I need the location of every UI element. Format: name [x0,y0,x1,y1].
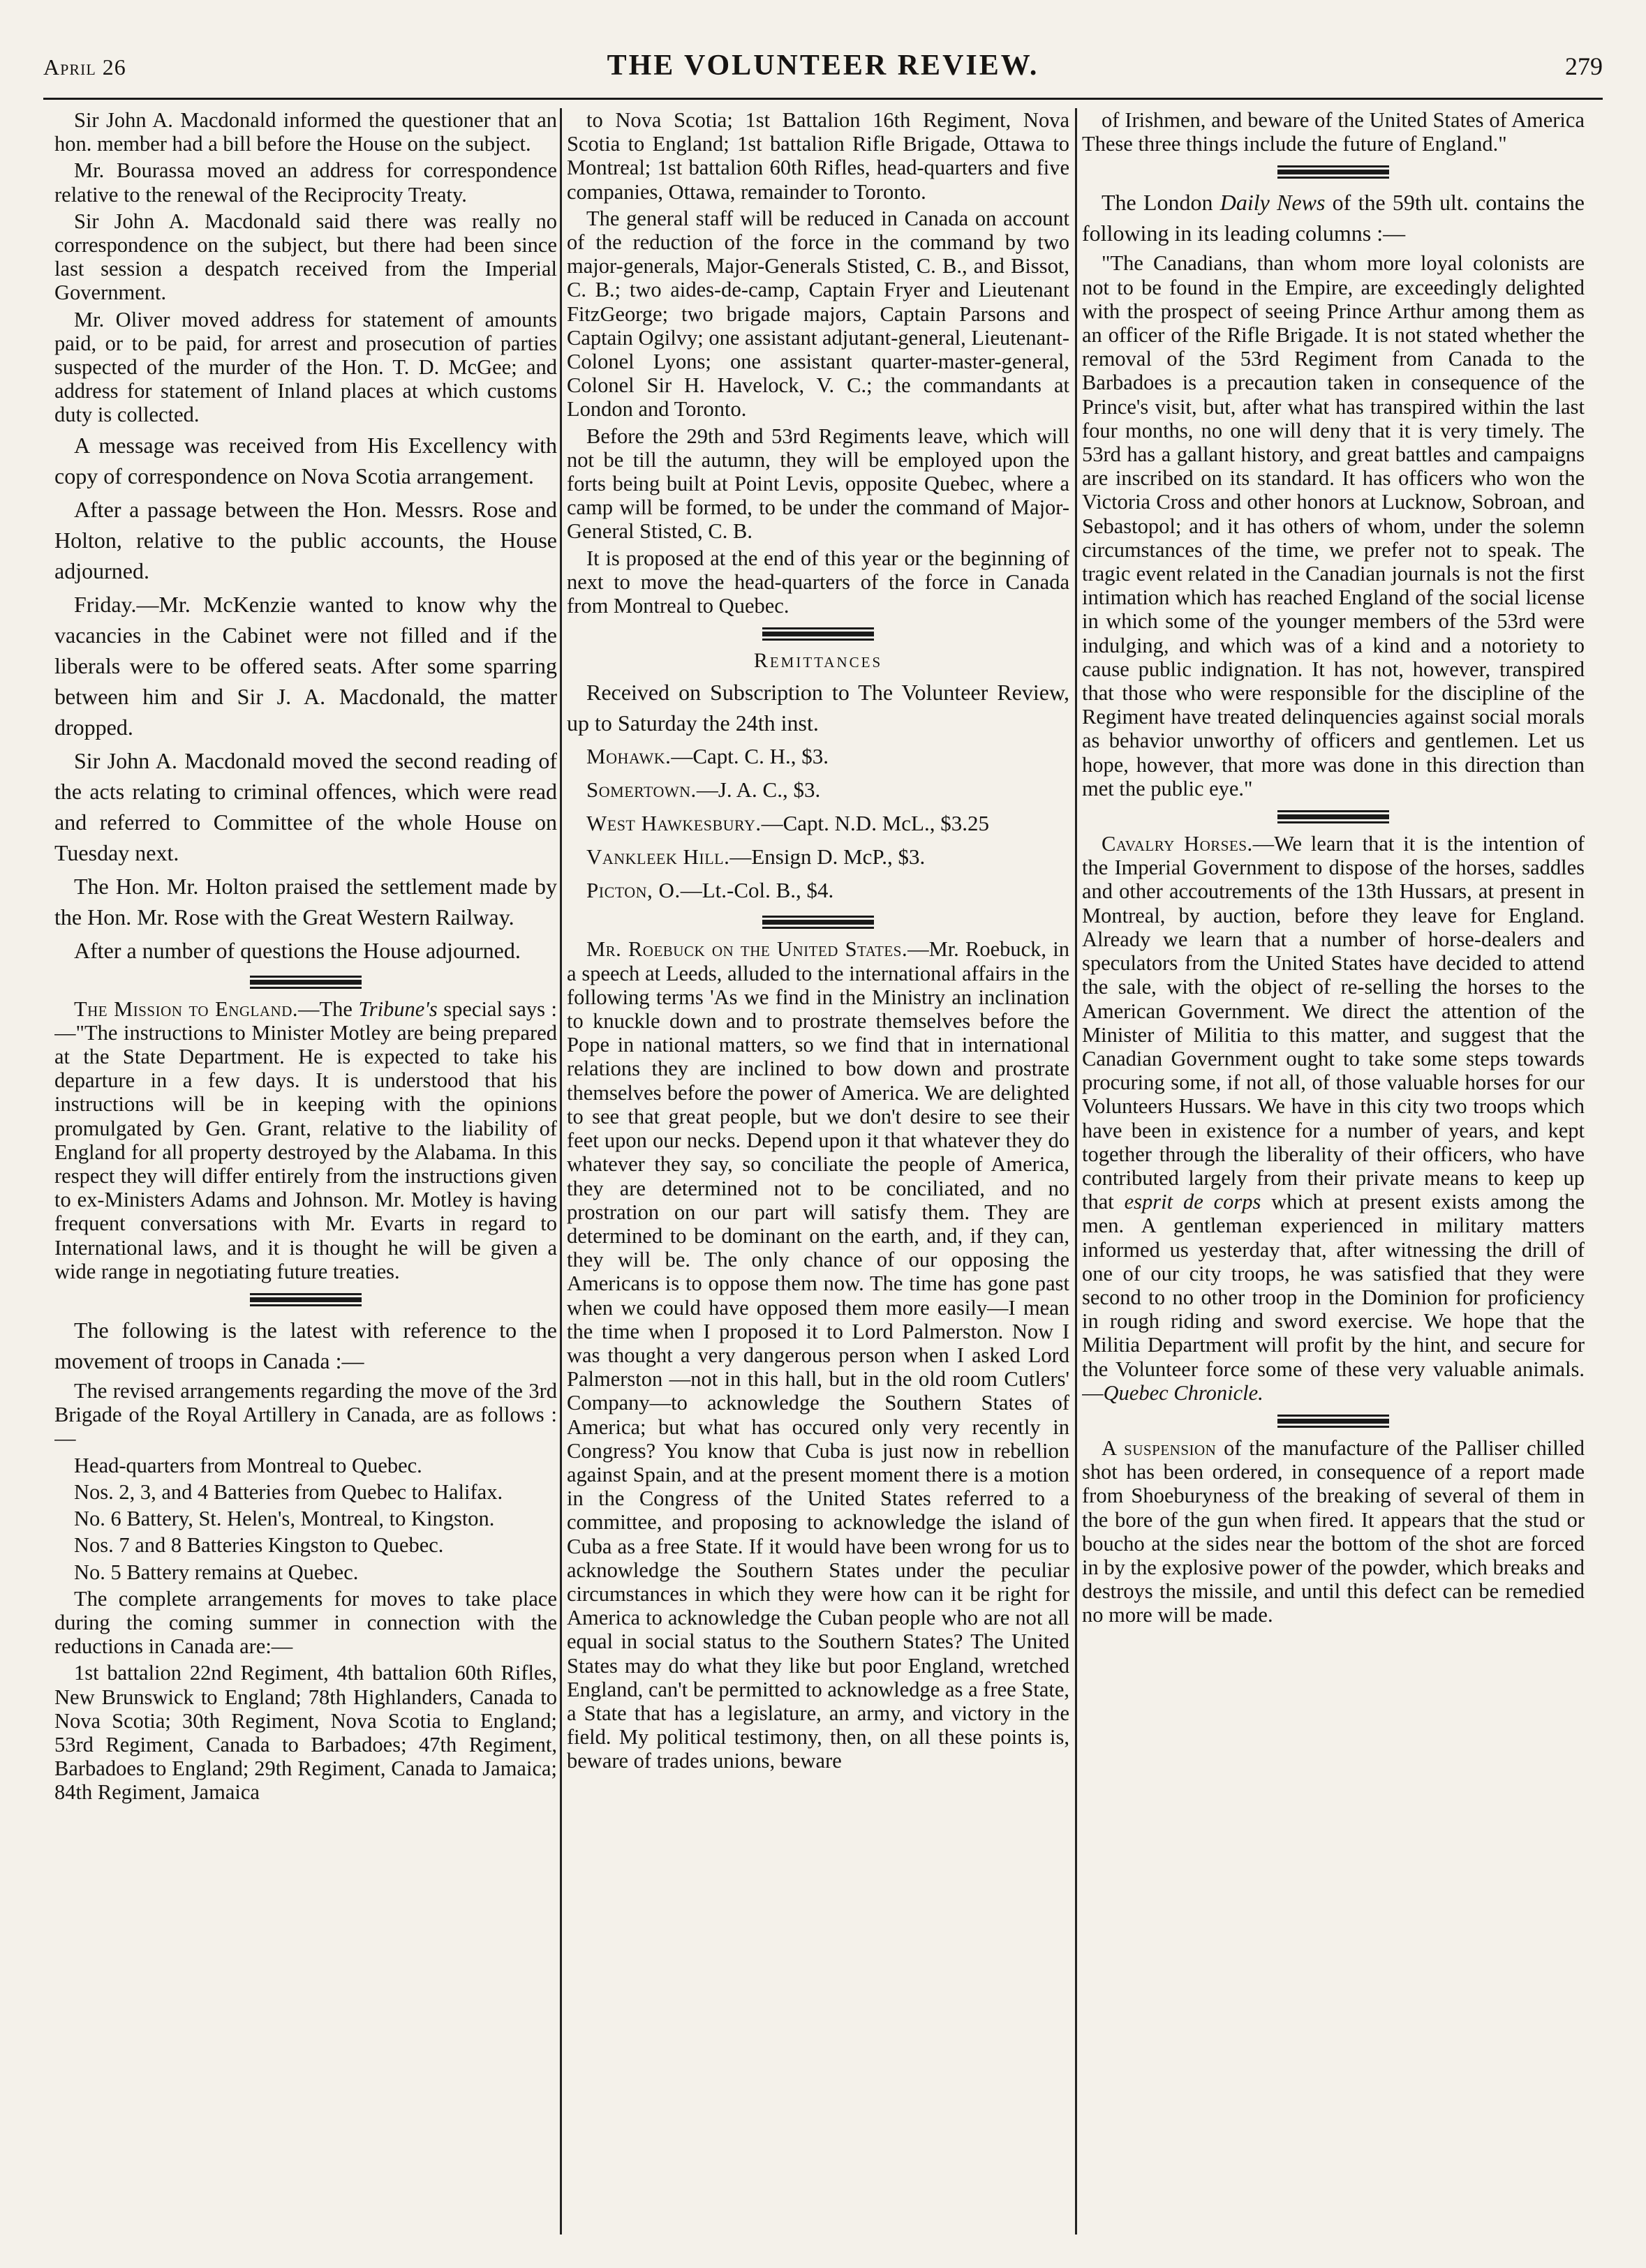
remittances-heading: Remittances [753,649,883,673]
paragraph: The London Daily News of the 59th ult. contains the following in its leading columns :— [1082,190,1585,246]
article-heading: The Mission to England. [74,997,298,1021]
paragraph: After a number of questions the House adjourned. [74,937,521,963]
column-2 [567,108,1069,2240]
section-separator [1277,165,1389,179]
article-heading: Cavalry Horses. [1102,832,1253,856]
remittance-entry: Somertown.—J. A. C., $3. [586,777,821,803]
paragraph: No. 5 Battery remains at Quebec. [74,1560,359,1584]
column-3 [1082,108,1585,2240]
paragraph: The following is the latest with reference to the movement of troops in Canada :— [54,1318,557,1374]
article-roebuck: Mr. Roebuck on the United States.—Mr. Roebuck, in a speech at Leeds, alluded to the international affairs in the following terms 'As we find in the Ministry an inclination to knuckle down and to prostrate themselves before the Pope in national matters, so we find that in international relations they are inclined to bow down and prostrate themselves before the power of America. We are delighted to see that great people, but we don't desire to see their feet upon our necks. Depend upon it that whatever they do whatever they say, so conciliate the people of America, they are determined not to be conciliated, and no prostration on our part will satisfy them. They are determined to be dominant on the earth, and, if they can, they will be. The only chance of our opposing the Americans is to oppose them now. The time has gone past when we could have opposed them more easily—I mean the time when I proposed it to Lord Palmerston. Now I was thought a very dangerous person when I asked Lord Palmerston —not in this hall, but in the old room Cutlers' Company—to acknowledge the Southern States of America; but what has occured only very recently in Congress? You know that Cuba is just now in rebellion against Spain, and at the present moment there is a motion in the Congress of the United States referred to a committee, and proposing to acknowledge the island of Cuba as a free State. If it would have been wrong for us to acknowledge the Southern States under the peculiar circumstances in which they were how can it be right for America to acknowledge the Cuban people who are not all equal in social status to the Southern States? The United States may do what they like but poor England, wretched England, can't be permitted to acknowledge as a free State, a State that has a legislature, an army, and victory in the field. My political testimony, then, on all these points is, beware of trades unions, beware [567,937,1069,1773]
paragraph: Sir John A. Macdonald said there was really no correspondence on the subject, but there had been since last session a despatch received from the Imperial Government. [54,209,557,305]
section-separator [1277,810,1389,823]
paragraph: Nos. 7 and 8 Batteries Kingston to Quebec. [74,1533,444,1558]
page-number: 279 [1565,52,1603,80]
paragraph: 1st battalion 22nd Regiment, 4th battalion 60th Rifles, New Brunswick to England; 78th Highlanders, Canada to Nova Scotia; 30th Regiment, Nova Scotia to England; 53rd Regiment, Canada to Barbadoes; 47th Regiment, Barbadoes to England; 29th Regiment, Canada to Jamaica; 84th Regiment, Jamaica [54,1661,557,1805]
remittance-entry: Vankleek Hill.—Ensign D. McP., $3. [586,844,926,870]
section-separator [762,916,874,929]
paragraph: After a passage between the Hon. Messrs. Rose and Holton, relative to the public accounts, the House adjourned. [54,496,557,583]
masthead-title: THE VOLUNTEER REVIEW. [607,50,1039,82]
article-heading: Mr. Roebuck on the United States. [586,937,908,962]
article-mission-to-england: The Mission to England.—The Tribune's special says :—"The instructions to Minister Motley are being prepared at the State Department. He is expected to take his departure in a few days. It is understood that his instructions will be in keeping with the opinions promulgated by Gen. Grant, relative to the liability of England for all property destroyed by the Alabama. In this respect they will differ entirely from the instructions given to ex-Ministers Adams and Johnson. Mr. Motley is having frequent conversations with Mr. Evarts in regard to International laws, and it is thought he will be given a wide range in negotiating future treaties. [54,997,557,1283]
paragraph: The general staff will be reduced in Canada on account of the reduction of the force in the command by two major-generals, Major-Generals Stisted, C. B., and Bissot, C. B.; two aides-de-camp, Captain Fryer and Lieutenant FitzGeorge; two brigade majors, Captain Parsons and Captain Ogilvy; one assistant adjutant-general, Lieutenant-Colonel Lyons; one assistant quarter-master-general, Colonel Sir H. Havelock, V. C.; the commandants at London and Toronto. [567,206,1069,421]
issue-date: April 26 [43,54,126,80]
paragraph: Sir John A. Macdonald informed the questioner that an hon. member had a bill before the House on the subject. [54,108,557,156]
article-palliser-shot: A suspension of the manufacture of the Palliser chilled shot has been ordered, in consequence of a report made from Shoeburyness of the breaking of several of them in the bore of the gun when fired. It appears that the stud or boucho at the sides near the bottom of the shot are forced in by the explosive power of the powder, which breaks and destroys the missile, and until this defect can be remedied no more will be made. [1082,1435,1585,1627]
remittance-entry: Picton, O.—Lt.-Col. B., $4. [586,878,834,903]
section-separator [250,976,362,989]
paragraph: The Hon. Mr. Holton praised the settlement made by the Hon. Mr. Rose with the Great Western Railway. [54,873,557,930]
paragraph: Sir John A. Macdonald moved the second reading of the acts relating to criminal offences, which were read and referred to Committee of the whole House on Tuesday next. [54,747,557,865]
header-rule [43,98,1603,100]
remittances-intro: Received on Subscription to The Volunteer Review, up to Saturday the 24th inst. [567,680,1069,736]
section-separator [250,1293,362,1306]
paragraph: of Irishmen, and beware of the United States of America These three things include the future of England." [1082,108,1585,156]
section-separator [762,627,874,641]
article-heading: A suspension [1102,1435,1217,1460]
paragraph: The complete arrangements for moves to take place during the coming summer in connection with the reductions in Canada are:— [54,1586,557,1659]
paragraph: No. 6 Battery, St. Helen's, Montreal, to Kingston. [74,1507,495,1531]
paragraph: Nos. 2, 3, and 4 Batteries from Quebec to Halifax. [74,1479,503,1504]
page-header [43,49,1603,91]
remittance-entry: West Hawkesbury.—Capt. N.D. McL., $3.25 [586,811,989,836]
paragraph: The revised arrangements regarding the move of the 3rd Brigade of the Royal Artillery in Canada, are as follows :— [54,1379,557,1451]
column-divider [560,108,562,2235]
quoted-article: "The Canadians, than whom more loyal colonists are not to be found in the Empire, are exceedingly delighted with the prospect of seeing Prince Arthur among them as an officer of the Rifle Brigade. It is not stated whether the removal of the 53rd Regiment from Canada to the Barbadoes is a precaution taken in consequence of the Prince's visit, but, after what has transpired within the last four months, no one will deny that it is very timely. The 53rd has a gallant history, and great battles and campaigns are inscribed on its standard. It has officers who won the Victoria Cross and other honors at Lucknow, Sobroan, and Sebastopol; and it has others of whom, under the solemn circumstances of the time, we prefer not to speak. The tragic event related in the Canadian journals is not the first intimation which has reached England of the social license in which some of the younger members of the 53rd were indulging, and which was of a kind and a notoriety to cause public indignation. It has not, however, transpired that those who were responsible for the discipline of the Regiment have treated delinquencies against social morals as behavior unworthy of officers and gentlemen. Let us hope, however, that more was done in this direction than met the public eye." [1082,251,1585,800]
column-divider [1075,108,1077,2235]
article-cavalry-horses: Cavalry Horses.—We learn that it is the intention of the Imperial Government to dispose of the horses, saddles and other accoutrements of the 13th Hussars, at present in Montreal, by auction, before they leave for England. Already we learn that a number of horse-dealers and speculators from the United States have decided to attend the sale, with the object of re-selling the horses to the American Government. We direct the attention of the Minister of Militia to this matter, and suggest that the Canadian Government ought to take some steps towards procuring some, if not all, of those valuable horses for our Volunteers Hussars. We have in this city two troops which have been in existence for a number of years, and kept together through the liberality of their officers, who have contributed largely from their private means to keep up that esprit de corps which at present exists among the men. A gentleman experienced in military matters informed us yesterday that, after witnessing the drill of one of our city troops, he was satisfied that they were second to no other troop in the Dominion for proficiency in rough riding and sword exercise. We hope that the Militia Department will profit by the hint, and secure for the Volunteer force some of these very valuable animals.—Quebec Chronicle. [1082,832,1585,1405]
paragraph: It is proposed at the end of this year or the beginning of next to move the head-quarters of the force in Canada from Montreal to Quebec. [567,546,1069,618]
paragraph: Mr. Bourassa moved an address for correspondence relative to the renewal of the Reciprocity Treaty. [54,158,557,207]
paragraph: Before the 29th and 53rd Regiments leave, which will not be till the autumn, they will be employed upon the forts being built at Point Levis, opposite Quebec, where a camp will be formed, to be under the command of Major-General Stisted, C. B. [567,424,1069,544]
section-separator [1277,1415,1389,1428]
paragraph: Friday.—Mr. McKenzie wanted to know why the vacancies in the Cabinet were not filled and if the liberals were to be offered seats. After some sparring between him and Sir J. A. Macdonald, the matter dropped. [54,591,557,740]
paragraph: Mr. Oliver moved address for statement of amounts paid, or to be paid, for arrest and prosecution of parties suspected of the murder of the Hon. T. D. McGee; and address for statement of Inland places at which customs duty is collected. [54,307,557,427]
remittance-entry: Mohawk.—Capt. C. H., $3. [586,744,829,769]
paragraph: A message was received from His Excellency with copy of correspondence on Nova Scotia arrangement. [54,432,557,488]
paragraph: Head-quarters from Montreal to Quebec. [74,1453,422,1477]
paragraph: to Nova Scotia; 1st Battalion 16th Regiment, Nova Scotia to England; 1st battalion Rifle Brigade, Ottawa to Montreal; 1st battalion 60th Rifles, head-quarters and five companies, Ottawa, remainder to Toronto. [567,108,1069,204]
column-1 [54,108,557,2240]
